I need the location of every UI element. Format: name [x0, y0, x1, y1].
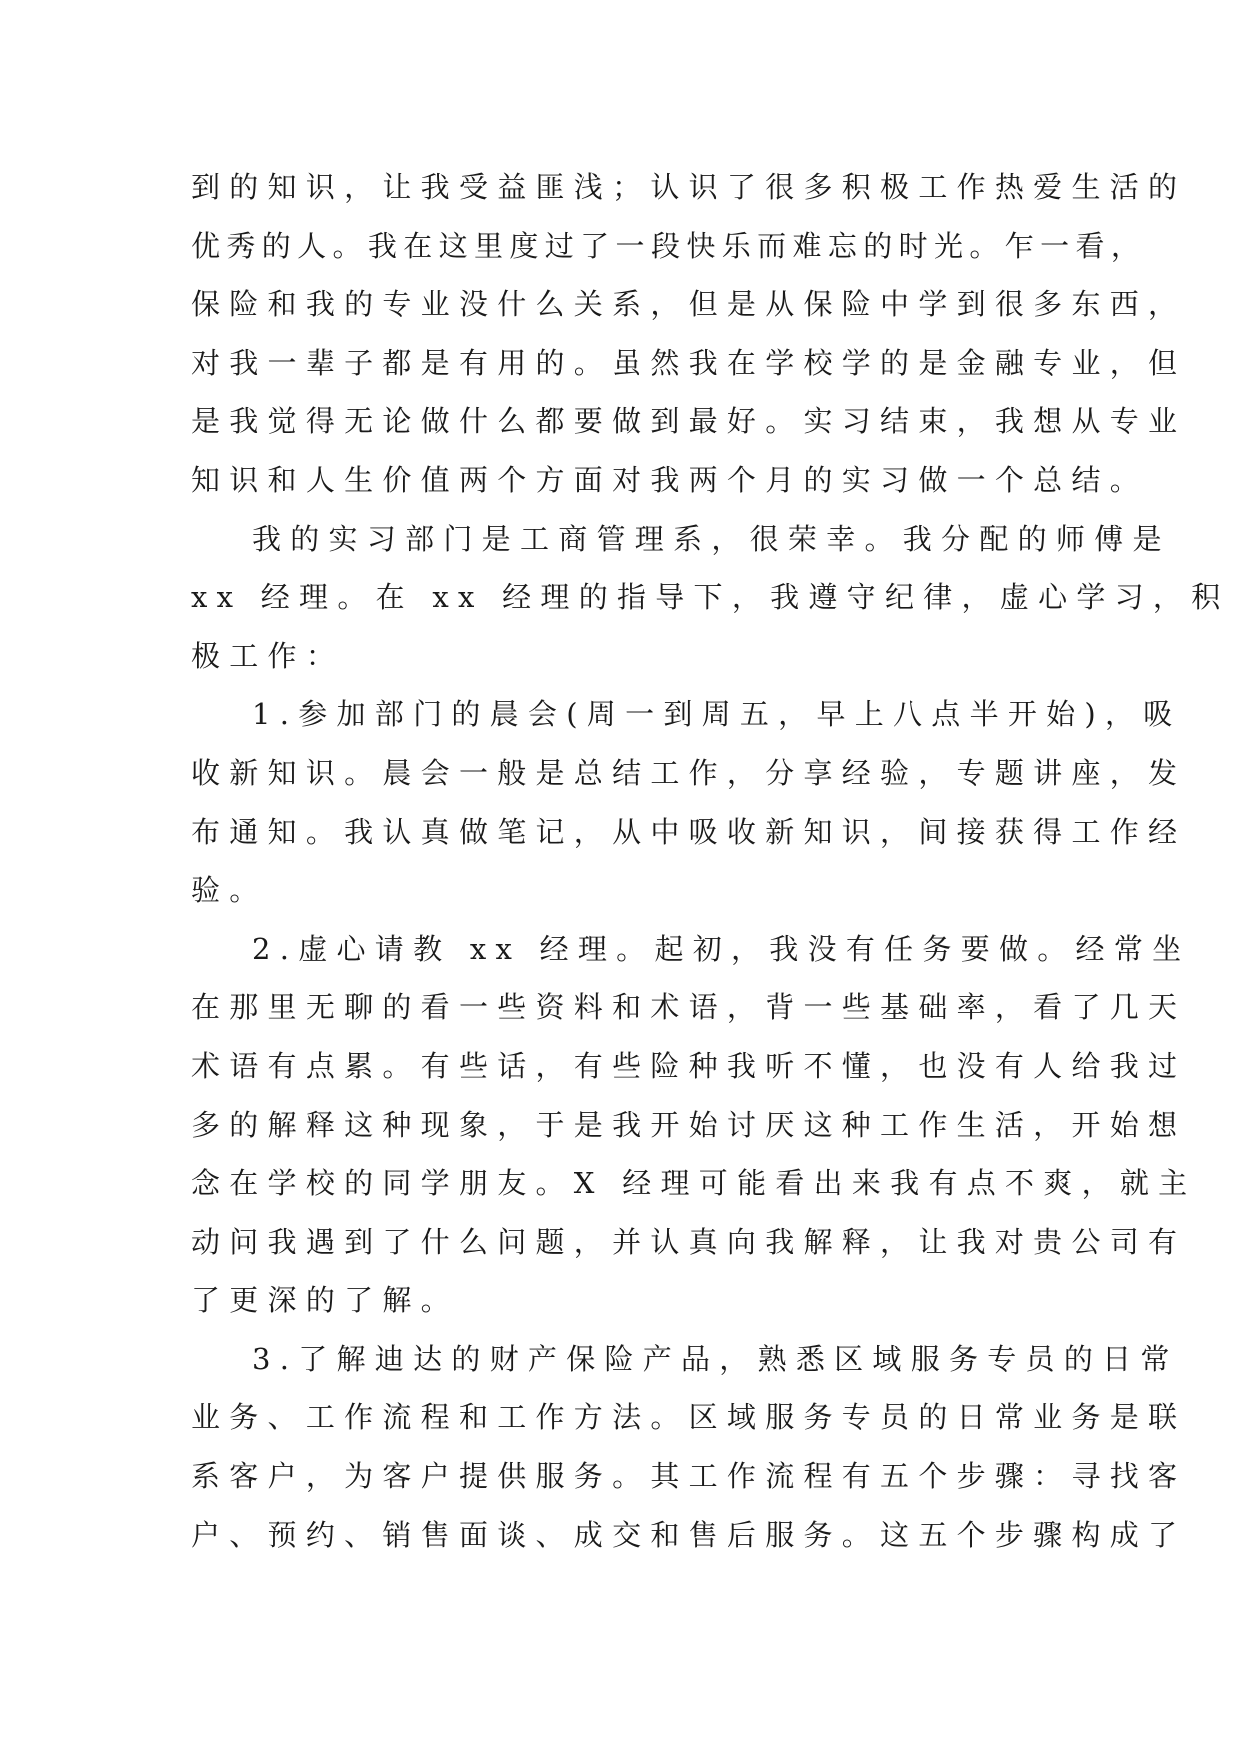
text-line: 了更深的了解。 [191, 1283, 459, 1318]
text-line: 验。 [191, 873, 268, 908]
text-line: 布通知。我认真做笔记，从中吸收新知识，间接获得工作经 [191, 814, 1187, 849]
text-line: 优秀的人。我在这里度过了一段快乐而难忘的时光。乍一看， [191, 228, 1147, 263]
text-line: 收新知识。晨会一般是总结工作，分享经验，专题讲座，发 [191, 755, 1187, 790]
text-line: 动问我遇到了什么问题，并认真向我解释，让我对贵公司有 [191, 1224, 1187, 1259]
text-line: 对我一辈子都是有用的。虽然我在学校学的是金融专业，但 [191, 345, 1187, 380]
text-line: 知识和人生价值两个方面对我两个月的实习做一个总结。 [191, 462, 1149, 497]
text-line: xx 经理。在 xx 经理的指导下，我遵守纪律，虚心学习，积 [191, 580, 1230, 615]
text-line: 到的知识，让我受益匪浅；认识了很多积极工作热爱生活的 [191, 170, 1187, 204]
paragraph-start-line: 我的实习部门是工商管理系，很荣幸。我分配的师傅是 [252, 521, 1171, 556]
text-line: 业务、工作流程和工作方法。区域服务专员的日常业务是联 [191, 1400, 1187, 1435]
text-line: 多的解释这种现象，于是我开始讨厌这种工作生活，开始想 [191, 1107, 1187, 1142]
text-line: 户、预约、销售面谈、成交和售后服务。这五个步骤构成了 [191, 1517, 1187, 1552]
document-body [191, 158, 1230, 1564]
text-line: 保险和我的专业没什么关系，但是从保险中学到很多东西， [191, 287, 1187, 322]
paragraph-start-line: 1.参加部门的晨会(周一到周五，早上八点半开始)，吸 [252, 697, 1182, 732]
text-line: 是我觉得无论做什么都要做到最好。实习结束，我想从专业 [191, 404, 1187, 439]
text-line: 念在学校的同学朋友。X 经理可能看出来我有点不爽，就主 [191, 1166, 1197, 1201]
paragraph-start-line: 2.虚心请教 xx 经理。起初，我没有任务要做。经常坐 [252, 931, 1191, 966]
text-line: 术语有点累。有些话，有些险种我听不懂，也没有人给我过 [191, 1048, 1187, 1083]
text-line: 系客户，为客户提供服务。其工作流程有五个步骤：寻找客 [191, 1459, 1187, 1494]
paragraph-start-line: 3.了解迪达的财产保险产品，熟悉区域服务专员的日常 [252, 1341, 1179, 1376]
text-line: 极工作： [191, 638, 345, 673]
text-line: 在那里无聊的看一些资料和术语，背一些基础率，看了几天 [191, 990, 1187, 1025]
